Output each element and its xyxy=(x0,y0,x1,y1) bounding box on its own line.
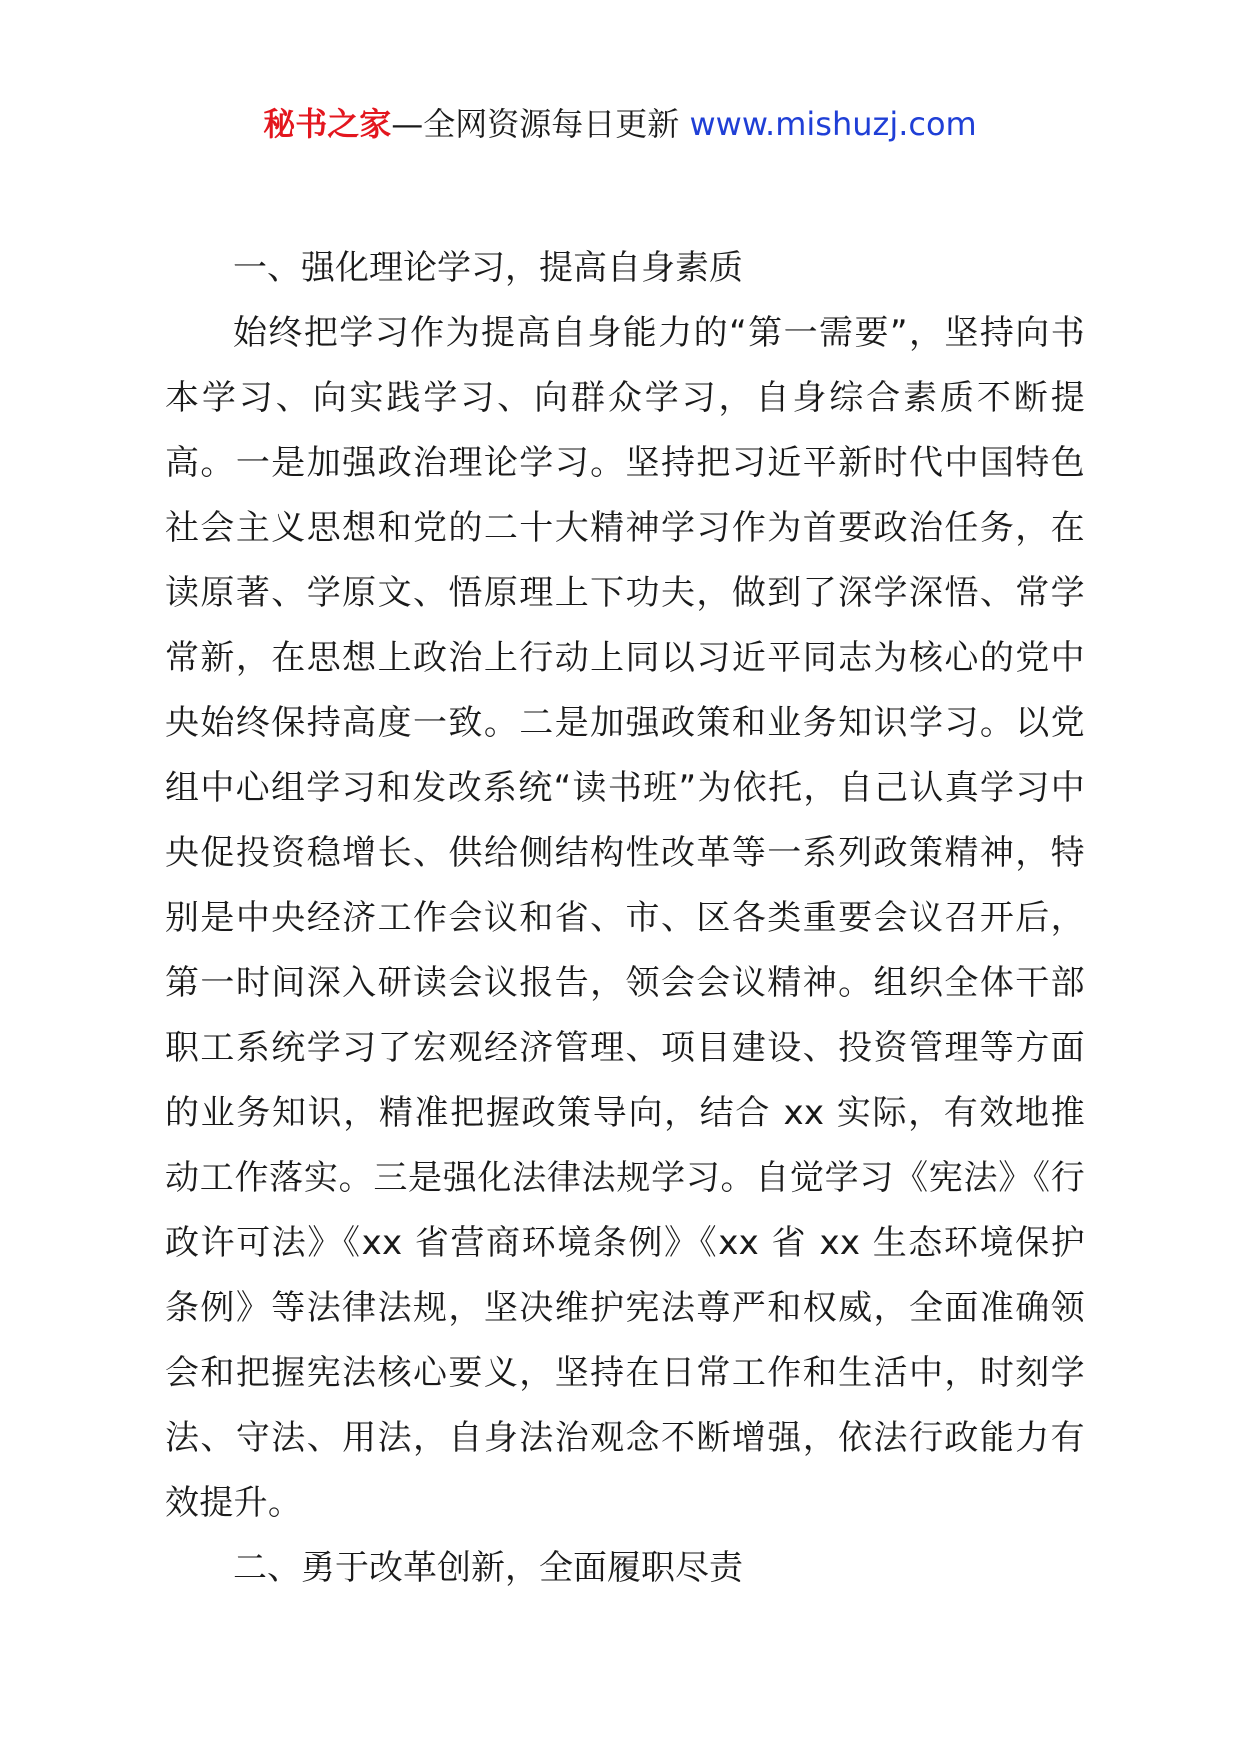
section-paragraph-1: 始终把学习作为提高自身能力的“第一需要”，坚持向书本学习、向实践学习、向群众学习，自身综合素质不断提高。一是加强政治理论学习。坚持把习近平新时代中国特色社会主义思想和党的二十大精神学习作为首要政治任务，在读原著、学原文、悟原理上下功夫，做到了深学深悟、常学常新，在思想上政治上行动上同以习近平同志为核心的党中央始终保持高度一致。二是加强政策和业务知识学习。以党组中心组学习和发改系统“读书班”为依托，自己认真学习中央促投资稳增长、供给侧结构性改革等一系列政策精神，特别是中央经济工作会议和省、市、区各类重要会议召开后，第一时间深入研读会议报告，领会会议精神。组织全体干部职工系统学习了宏观经济管理、项目建设、投资管理等方面的业务知识，精准把握政策导向，结合 xx 实际，有效地推动工作落实。三是强化法律法规学习。自觉学习《宪法》《行政许可法》《xx 省营商环境条例》《xx 省 xx 生态环境保护条例》等法律法规，坚决维护宪法尊严和权威，全面准确领会和把握宪法核心要义，坚持在日常工作和生活中，时刻学法、守法、用法，自身法治观念不断增强，依法行政能力有效提升。 xyxy=(165,313,1085,1523)
header-tagline: —全网资源每日更新 xyxy=(391,105,680,143)
site-header xyxy=(0,102,1240,146)
brand-name: 秘书之家 xyxy=(263,105,392,143)
site-url-link[interactable]: www.mishuzj.com xyxy=(689,105,977,143)
section-heading-1: 一、强化理论学习，提高自身素质 xyxy=(233,248,743,288)
section-heading-2: 二、勇于改革创新，全面履职尽责 xyxy=(233,1548,743,1588)
document-body xyxy=(165,236,1085,1601)
